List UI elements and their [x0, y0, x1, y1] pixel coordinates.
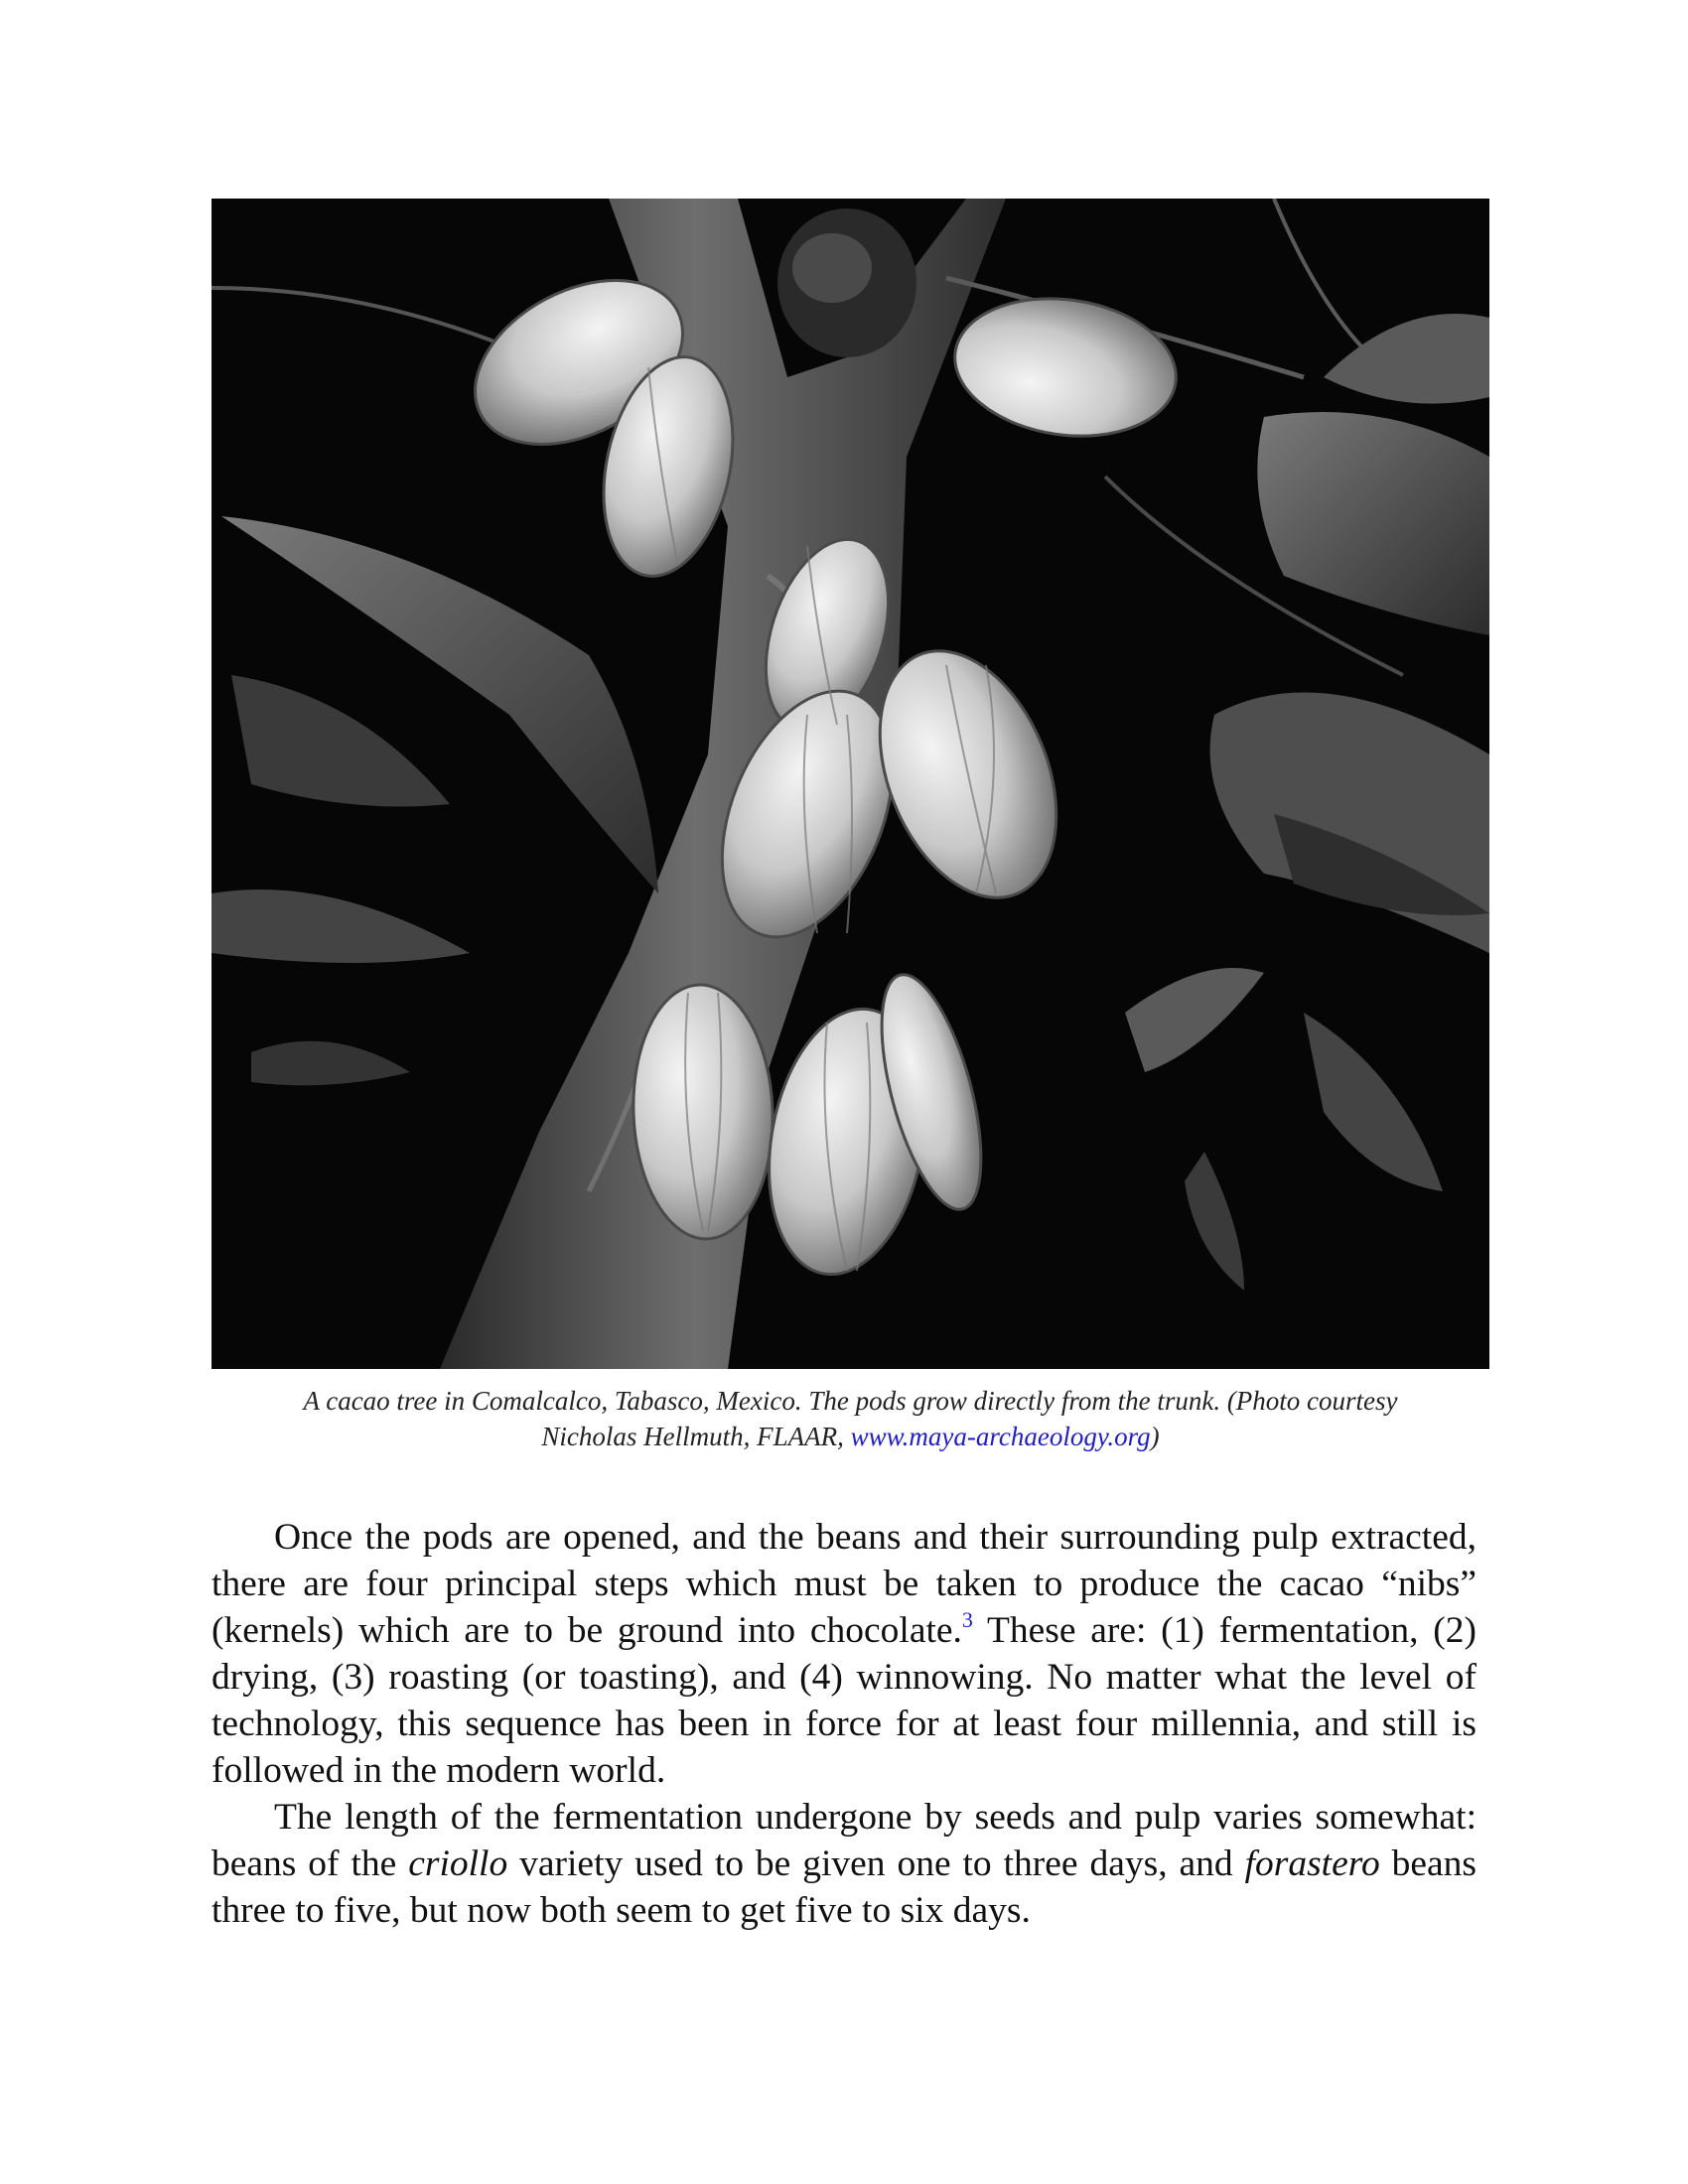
caption-close: ): [1150, 1422, 1160, 1451]
figure-caption: [211, 1383, 1489, 1454]
paragraph-1: [211, 1514, 1477, 1794]
paragraph-2: [211, 1794, 1477, 1934]
caption-line-2: [211, 1419, 1489, 1454]
forastero-term: forastero: [1244, 1843, 1380, 1884]
paragraph-2-text-b: variety used to be given one to three days, and: [507, 1843, 1245, 1884]
paragraph-2-text-c: beans three to five, but now both seem to get five to six days.: [211, 1843, 1477, 1931]
paragraph-1-text-b: These are: (1) fermentation, (2) drying, (3) roasting (or toasting), and (4) winnowing. No matter what the level of technology, this sequence has been in force for at least four millennia, and still is followed in the modern world.: [211, 1610, 1477, 1791]
caption-credit: Nicholas Hellmuth, FLAAR,: [541, 1422, 851, 1451]
caption-line-1: A cacao tree in Comalcalco, Tabasco, Mexico. The pods grow directly from the trunk. (Photo courtesy: [303, 1386, 1398, 1416]
paragraph-2-text-a: The length of the fermentation undergone by seeds and pulp varies somewhat: beans of the: [211, 1797, 1477, 1884]
criollo-term: criollo: [408, 1843, 508, 1884]
caption-link[interactable]: www.maya-archaeology.org: [850, 1422, 1151, 1451]
paragraph-1-text-a: Once the pods are opened, and the beans and their surrounding pulp extracted, there are four principal steps which must be taken to produce the cacao “nibs” (kernels) which are to be ground into chocolate.: [211, 1517, 1477, 1651]
cacao-tree-photo: [211, 199, 1489, 1369]
body-text: [211, 1514, 1477, 1934]
footnote-marker[interactable]: 3: [961, 1607, 973, 1632]
